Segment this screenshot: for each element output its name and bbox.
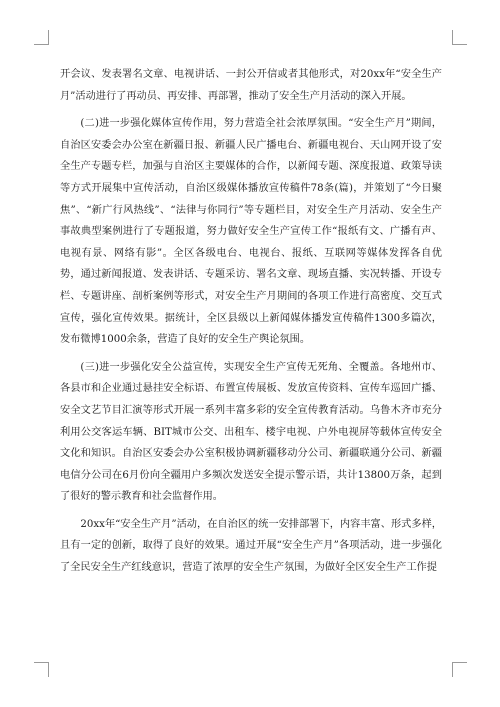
- crop-mark-bottom-right: [452, 662, 467, 677]
- paragraph-1: 开会议、发表署名文章、电视讲话、一封公开信或者其他形式，对20xx年“安全生产月”活动进行了再动员、再安排、再部署，推动了安全生产月活动的深入开展。: [60, 69, 442, 102]
- paragraph-3: (三)进一步强化安全公益宣传，实现安全生产宣传无死角、全覆盖。各地州市、各县市和企业通过悬挂安全标语、布置宣传展板、发放宣传资料、宣传车巡回广播、安全文艺节目汇演等形式开展一系列丰富多彩的安全宣传教育活动。乌鲁木齐市充分利用公交客运车辆、BIT城市公交、出租车、楼宇电视、户外电视屏等载体宣传安全文化和知识。自治区安委会办公室积极协调新疆移动分公司、新疆联通分公司、新疆电信分公司在6月份向全疆用户多频次发送安全提示警示语，共计13800万条，起到了很好的警示教育和社会监督作用。: [60, 361, 442, 503]
- crop-mark-top-left: [34, 30, 49, 45]
- document-body: [60, 64, 442, 585]
- crop-mark-top-right: [452, 30, 467, 45]
- paragraph-2: (二)进一步强化媒体宣传作用，努力营造全社会浓厚氛围。“安全生产月”期间，自治区安委会办公室在新疆日报、新疆人民广播电台、新疆电视台、天山网开设了安全生产专题专栏，加强与自治区主要媒体的合作，以新闻专题、深度报道、政策导读等方式开展集中宣传活动，自治区级媒体播放宣传稿件78条(篇)，并策划了“今日聚焦”、“新广行风热线”、“法律与你同行”等专题栏目，对安全生产月活动、安全生产事故典型案例进行了专题报道，努力做好安全生产宣传工作“报纸有文、广播有声、电视有景、网络有影”。全区各级电台、电视台、报纸、互联网等媒体发挥各自优势，通过新闻报道、发表讲话、专题采访、署名文章、现场直播、实况转播、开设专栏、专题讲座、剖析案例等形式，对安全生产月期间的各项工作进行高密度、交互式宣传，强化宣传效果。据统计，全区县级以上新闻媒体播发宣传稿件1300多篇次，发布微博1000余条，营造了良好的安全生产舆论氛围。: [60, 118, 442, 346]
- paragraph-4: 20xx年“安全生产月”活动，在自治区的统一安排部署下，内容丰富、形式多样，且有一定的创新，取得了良好的效果。通过开展“安全生产月”各项活动，进一步强化了全民安全生产红线意识，营造了浓厚的安全生产氛围，为做好全区安全生产工作提: [60, 518, 442, 574]
- crop-mark-bottom-left: [34, 662, 49, 677]
